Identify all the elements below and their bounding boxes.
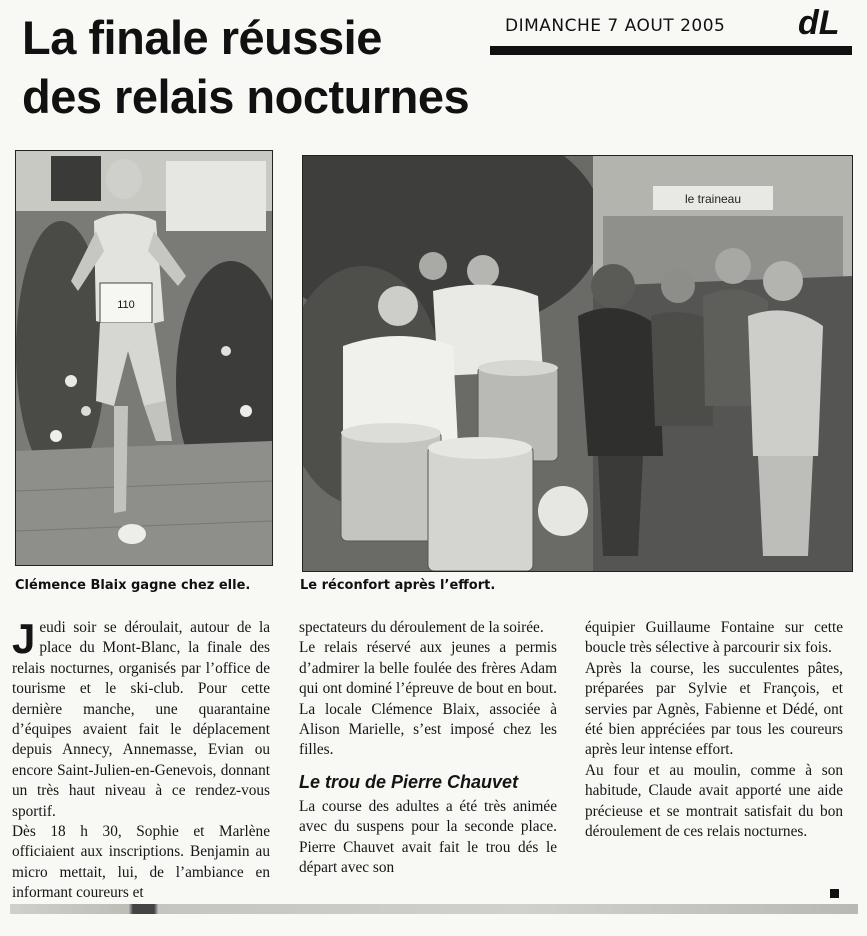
article-paragraph: Dès 18 h 30, Sophie et Marlène officiaient aux inscriptions. Benjamin au micro mettait, lui, de l’ambiance en informant coureurs et [12, 823, 270, 902]
headline [22, 8, 542, 126]
drop-cap: J [12, 615, 36, 662]
article-column-1 [12, 615, 270, 904]
article-paragraph: Après la course, les succulentes pâtes, préparées par Sylvie et François, et servies par Agnès, Fabienne et Dédé, ont été bien appréciées par tous les coureurs après leur intense effort. [585, 659, 843, 759]
article-paragraph: Au four et au moulin, comme à son habitude, Claude avait apporté une aide précieuse et se montrait satisfait du bon déroulement de ces relais nocturnes. [585, 761, 843, 841]
photo-caption-meal: Le réconfort après l’effort. [300, 578, 496, 593]
article-paragraph: Le relais réservé aux jeunes a permis d’admirer la belle foulée des frères Adam qui ont dominé l’épreuve de bout en bout. La locale Clémence Blaix, associée à Alison Marielle, s’est imposé chez les filles. [299, 639, 557, 759]
photo-runner [15, 150, 273, 566]
article-paragraph: spectateurs du déroulement de la soirée. [299, 619, 544, 636]
shop-sign: le traineau [684, 192, 742, 206]
headline-line-1: La finale réussie [22, 11, 382, 64]
header-rule [490, 46, 852, 55]
bottom-rule [10, 904, 858, 914]
article-paragraph [12, 615, 270, 822]
newspaper-logo: dL [798, 4, 840, 42]
photo-meal-service [302, 155, 853, 572]
article-paragraph: La course des adultes a été très animée avec du suspens pour la seconde place. Pierre Chauvet avait fait le trou dés le départ avec son [299, 797, 557, 877]
runner-bib-number: 110 [117, 299, 135, 311]
headline-line-2: des relais nocturnes [22, 70, 470, 123]
article-paragraph: équipier Guillaume Fontaine sur cette boucle très sélective à parcourir six fois. [585, 619, 843, 657]
article-subheading: Le trou de Pierre Chauvet [299, 771, 519, 792]
article-column-3 [585, 618, 843, 842]
article-text: eudi soir se déroulait, autour de la place du Mont-Blanc, la finale des relais nocturnes, organisés par l’office de tourisme et le ski-club. Pour cette dernière manche, une quarantaine d’équipes avaient fait le déplacement depuis Annecy, Annemasse, Evian ou encore Saint-Julien-en-Genevois, donnant un très haut niveau à ce rendez-vous sportif. [12, 619, 270, 820]
photo-caption-runner: Clémence Blaix gagne chez elle. [15, 578, 251, 593]
article-column-2 [299, 618, 557, 878]
end-of-article-mark [830, 889, 839, 898]
dateline: DIMANCHE 7 AOUT 2005 [505, 16, 726, 36]
